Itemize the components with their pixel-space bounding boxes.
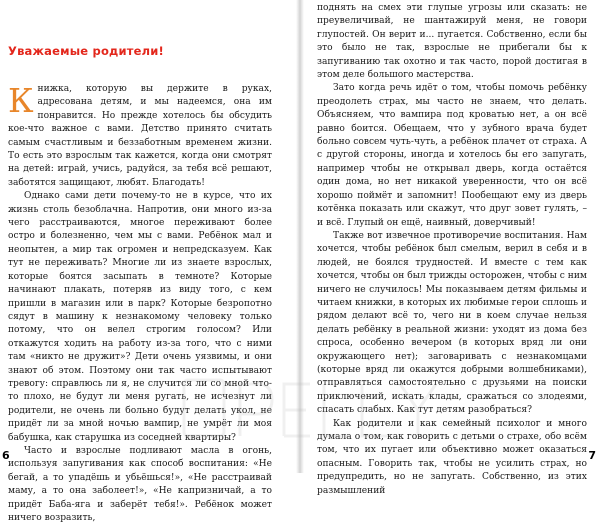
page-number-left: 6 [2, 449, 10, 462]
paragraph-5: Зато когда речь идёт о том, чтобы помочь ребёнку преодолеть страх, мы часто не знаем, что делать. Объясняем, что вампира под кроватью нет, а он всё равно боится. Обещаем, что у зубного врача будет больно совсем чуть-чуть, а ребёнок плачет от страха. А с другой стороны, иногда и хотелось бы его запугать, например чтобы не открывал дверь, когда остаётся один дома, но нет никакой уверенности, что он всё хорошо поймёт и запомнит! Пообещают ему из дверь котёнка показать или скажут, что друг зовет гулять, – и всё. Глупый он ещё, наивный, доверчивый! [317, 83, 587, 228]
page-heading: Уважаемые родители! [8, 44, 164, 58]
left-body-text [8, 83, 272, 525]
book-spine-gutter [296, 0, 304, 473]
right-page [300, 0, 600, 496]
right-body-text [317, 2, 587, 498]
paragraph-2: Однако сами дети почему-то не в курсе, что их жизнь столь безоблачна. Напротив, они много из-за чего расстраиваются, многое переживают более остро и болезненно, чем мы с вами. Ребёнок мал и неопытен, а мир так огромен и непредсказуем. Как тут не переживать? Многие ли из знаете взрослых, которые боятся засыпать в темноте? Которые начинают плакать, потеряв из виду того, с кем пришли в магазин или в парк? Которые безропотно сядут в машину к незнакомому человеку только потому, что он велел строгим голосом? Или откажутся ходить на работу из-за того, что с ними там «никто не дружит»? Дети очень уязвимы, и они знают об этом. Поэтому они так часто испытывают тревогу: справлюсь ли я, не случится ли со мной что-то плохо, не будут ли меня ругать, не исчезнут ли родители, не очень ли больно будут делать укол, не придёт ли за мной ночью вампир, не умрёт ли моя бабушка, как старушка из соседней квартиры? [8, 191, 272, 443]
paragraph-1 [8, 83, 272, 190]
paragraph-1-text: нижка, которую вы держите в руках, адресована детям, и мы надеемся, она им понравится. Но прежде хотелось бы обсудить кое-что важное с вами. Детство принято считать самым счастливым и беззаботным временем жизни. То есть это взрослым так кажется, когда они смотрят на детей: играй, учись, радуйся, за тебя всё решают, заботятся защищают, любят. Благодать! [8, 84, 272, 188]
paragraph-7: Как родители и как семейный психолог и много думала о том, как говорить с детьми о страхе, обо всём том, что их пугает или объективно может оказаться опасным. Говорить так, чтобы не усилить страх, но предупредить, но не запугать. Собственно, из этих размышлений [317, 418, 587, 496]
paragraph-6: Также вот извечное противоречие воспитания. Нам хочется, чтобы ребёнок был смелым, верил в себя и в людей, не боялся трудностей. И вместе с тем как хочется, чтобы он был трижды осторожен, чтобы с ним ничего не случилось! Мы показываем детям фильмы и читаем книжки, в которых их любимые герои сплошь и рядом делают всё то, чего ни в коем случае нельзя делать ребёнку в реальной жизни: уходят из дома без спроса, особенно вечером (в которых вряд ли они окружающего нет); заговаривать с незнакомцами (которые вряд ли окажутся добрыми волшебниками), отправляться самостоятельно с друзьями на поиски приключений, искать клады, сражаться со злодеями, спасать слабых. Как тут детям разобраться? [317, 230, 587, 416]
left-page [0, 0, 300, 523]
page-number-right: 7 [588, 449, 596, 462]
paragraph-3: Часто и взрослые подливают масла в огонь, используя запугивания как способ воспитания: «Не бегай, а то упадёшь и убьёшься!», «Не расстраивай маму, а то она заболеет!», «Не капризничай, а то придёт Баба-яга и заберёт тебя!». Ребёнок может ничего возразить, [8, 445, 272, 523]
paragraph-4: поднять на смех эти глупые угрозы или сказать: не преувеличивай, не шантажируй меня, не говори глупостей. Он верит и... пугается. Собственно, если бы это было не так, взрослые не прибегали бы к запугиванию так охотно и так часто, порой достигая в этом деле большого мастерства. [317, 3, 587, 81]
drop-cap: К [8, 81, 34, 120]
